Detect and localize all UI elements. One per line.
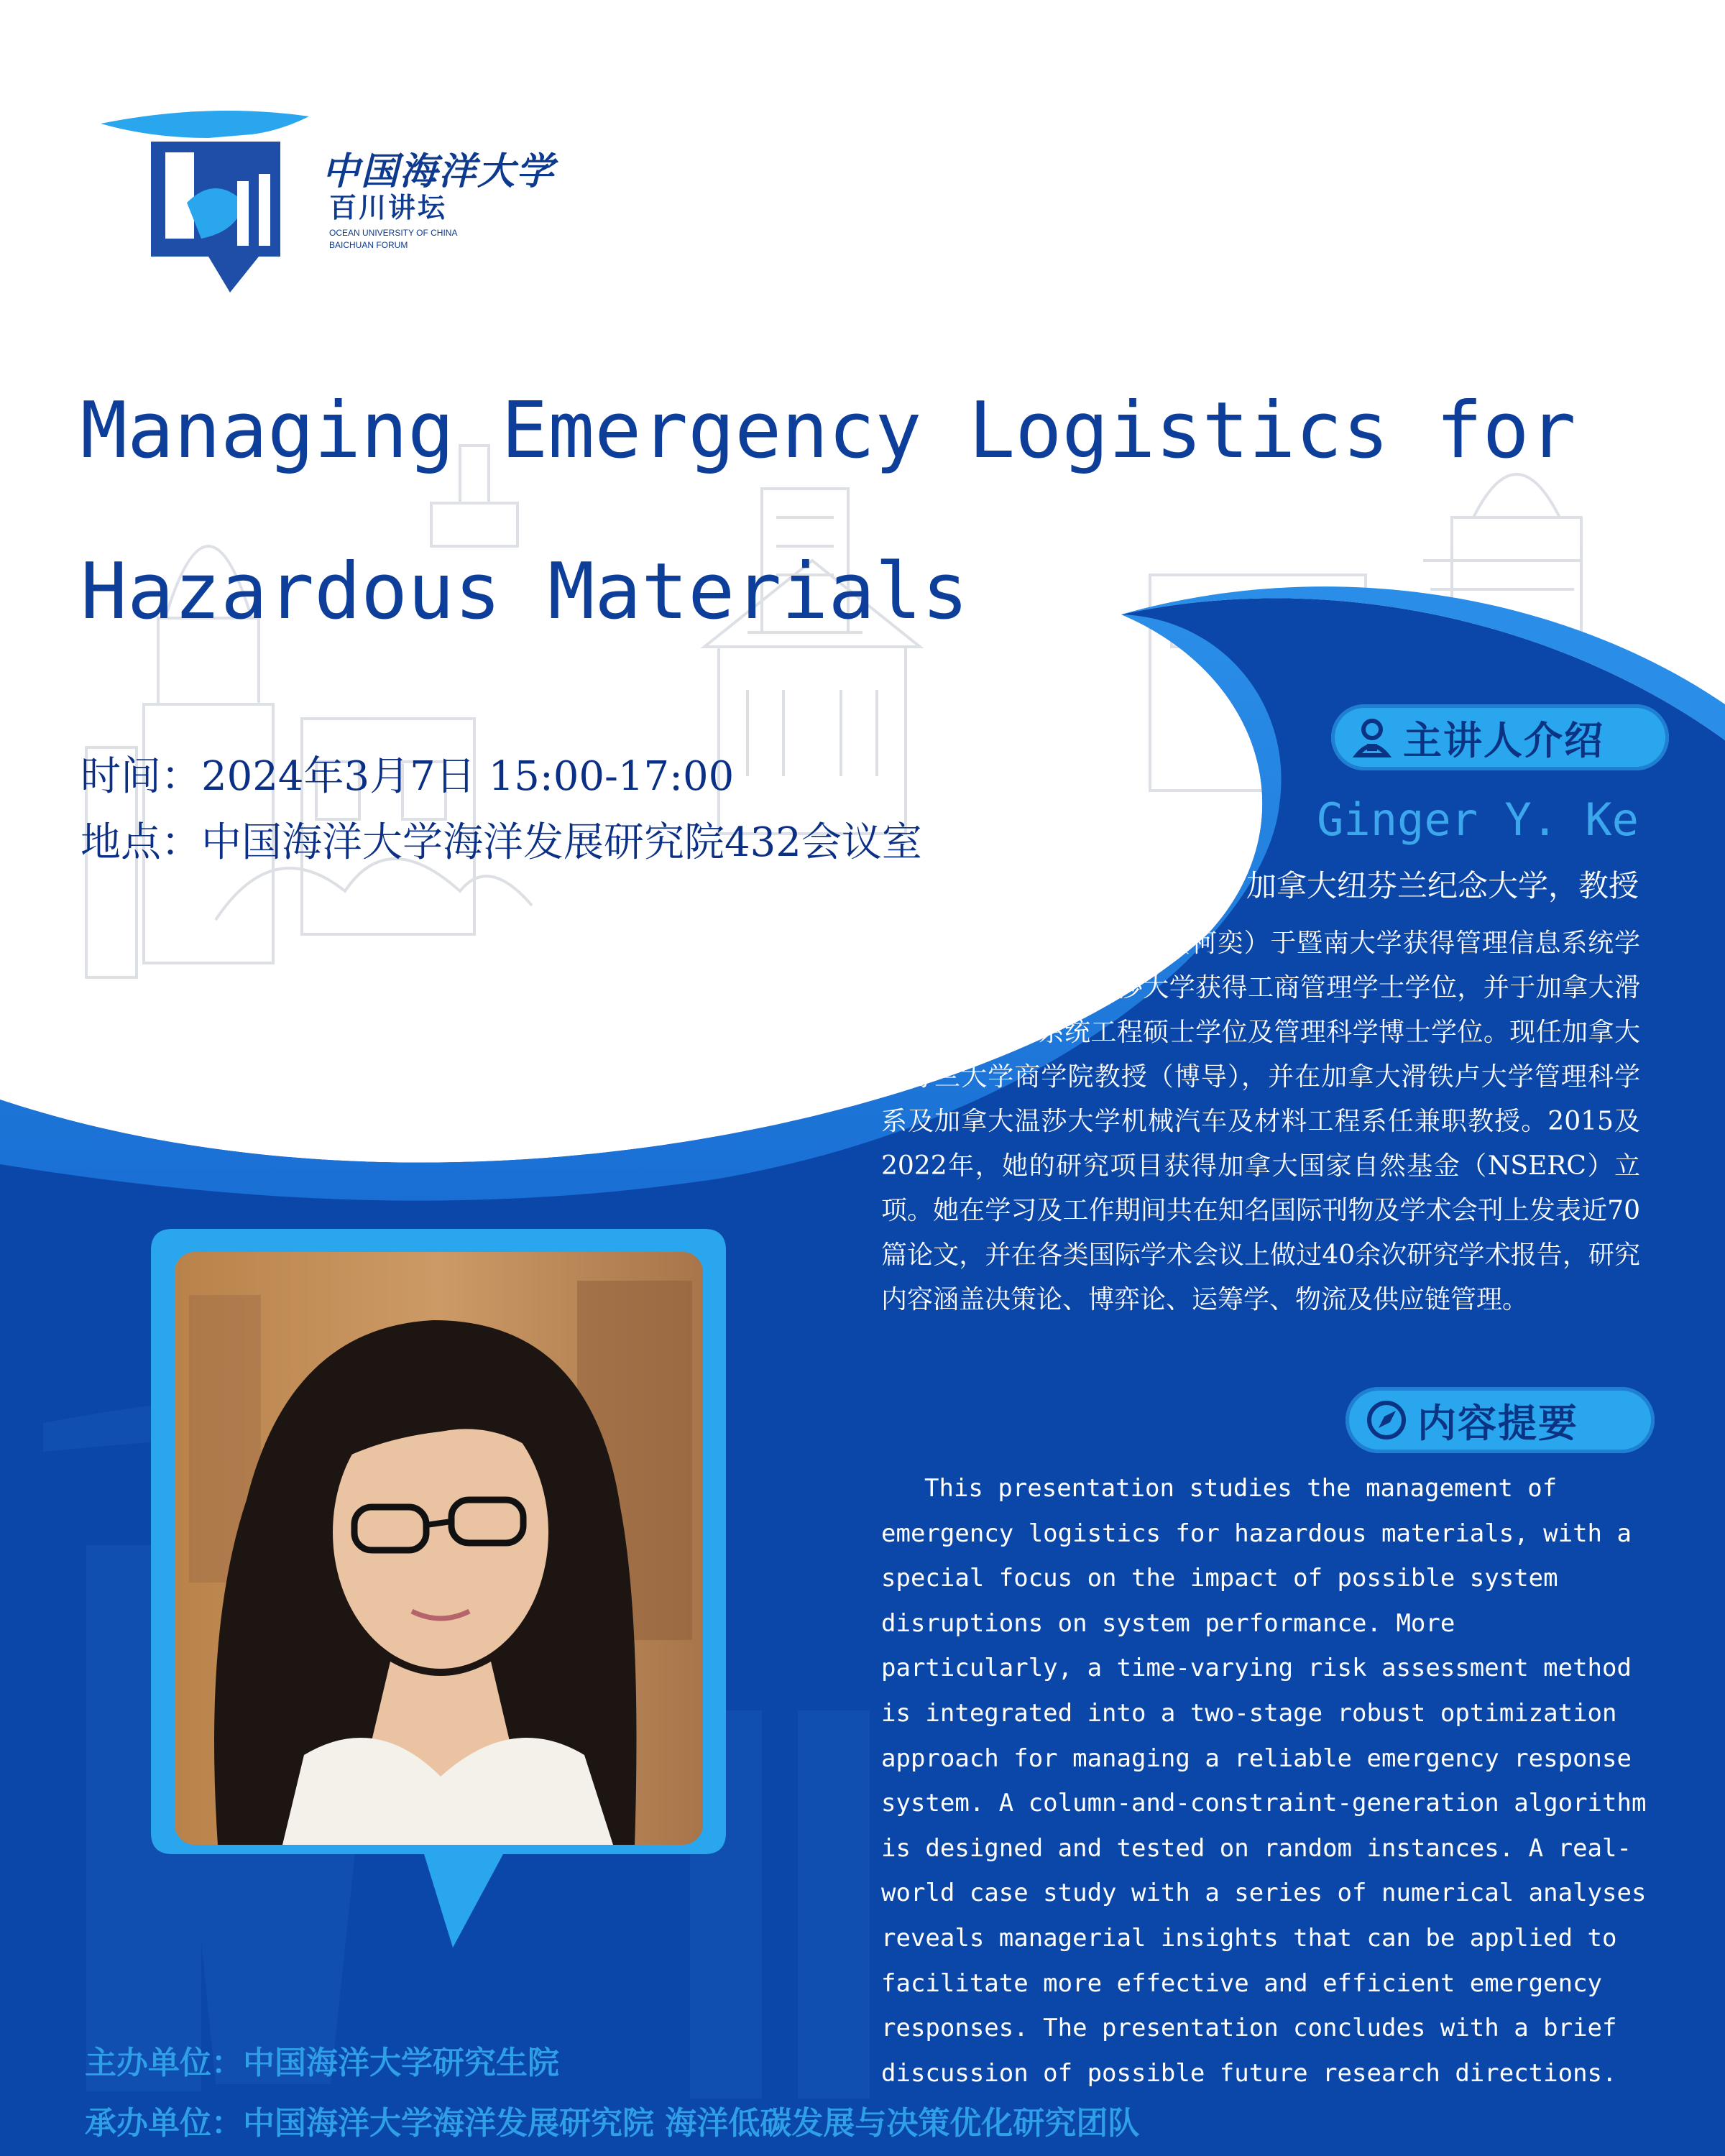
speaker-section-label: 主讲人介绍 bbox=[1403, 717, 1604, 763]
summary-section-label: 内容提要 bbox=[1417, 1400, 1578, 1446]
speaker-photo bbox=[175, 1252, 703, 1845]
event-location: 地点：中国海洋大学海洋发展研究院432会议室 bbox=[80, 819, 922, 866]
compass-icon bbox=[1366, 1399, 1407, 1441]
logo-english-line2: BAICHUAN FORUM bbox=[329, 240, 408, 250]
logo-english-name bbox=[329, 227, 502, 252]
page-title bbox=[80, 351, 1590, 673]
title-line1: Managing Emergency Logistics for bbox=[80, 386, 1576, 476]
title-line2: Hazardous Materials bbox=[80, 547, 969, 637]
organizer-undertaker: 承办单位：中国海洋大学海洋发展研究院 海洋低碳发展与决策优化研究团队 bbox=[85, 2105, 1140, 2142]
person-icon bbox=[1351, 717, 1393, 758]
event-time: 时间：2024年3月7日 15:00-17:00 bbox=[80, 753, 735, 800]
speaker-name: Ginger Y. Ke bbox=[1317, 793, 1639, 846]
speaker-bio: Dr. Ginger Y. Ke（柯奕）于暨南大学获得管理信息系统学士学位，于加拿大温莎大学获得工商管理学士学位，并于加拿大滑铁卢大学获得系统工程硕士学位及管理科学博士学位。现任加拿大纽芬兰大学商学院教授（博导），并在加拿大滑铁卢大学管理科学系及加拿大温莎大学机械汽车及材料工程系任兼职教授。2015及2022年，她的研究项目获得加拿大国家自然基金（NSERC）立项。她在学习及工作期间共在知名国际刊物及学术会刊上发表近70篇论文，并在各类国际学术会议上做过40余次研究学术报告，研究内容涵盖决策论、博弈论、运筹学、物流及供应链管理。 bbox=[881, 929, 1640, 1314]
summary-text: This presentation studies the management of emergency logistics for hazardous materials, with a special focus on the impact of possible system disruptions on system performance. More particularly, a time-varying risk assessment method is integrated into a two-stage robust optimization approach for managing a reliable emergency response system. A column-and-constraint-generation algorithm is designed and tested on random instances. A real-world case study with a series of numerical analyses reveals managerial insights that can be applied to facilitate more effective and efficient emergency responses. The presentation concludes with a brief discussion of possible future research directions. bbox=[881, 1474, 1647, 2088]
organizer-host: 主办单位：中国海洋大学研究生院 bbox=[85, 2045, 559, 2081]
summary-section-badge bbox=[1346, 1387, 1655, 1453]
baichuan-logo-icon bbox=[101, 102, 309, 296]
speaker-affiliation: 加拿大纽芬兰纪念大学，教授 bbox=[1246, 868, 1639, 903]
logo-english-line1: OCEAN UNIVERSITY OF CHINA bbox=[329, 228, 458, 238]
speaker-section-badge bbox=[1331, 704, 1669, 770]
logo-forum-name: 百川讲坛 bbox=[329, 192, 448, 224]
logo-university-name: 中国海洋大学 bbox=[322, 149, 556, 193]
